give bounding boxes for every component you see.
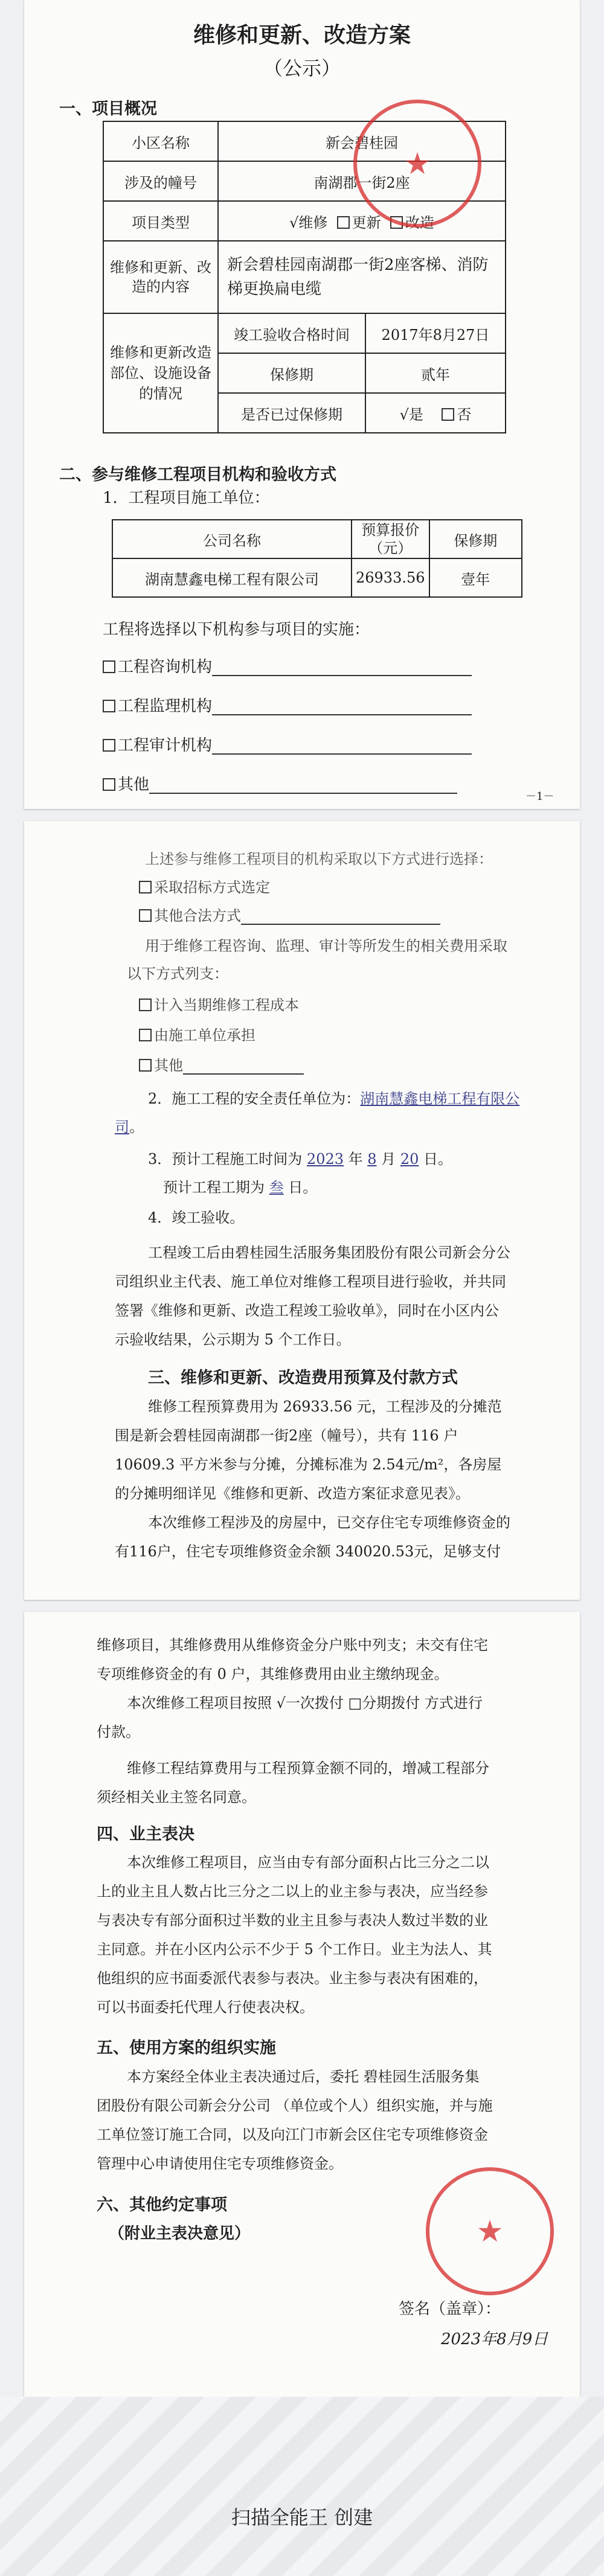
document-page-2 xyxy=(24,821,580,1600)
payment-line-5: 维修工程结算费用与工程预算金额不同的，增减工程部分 xyxy=(127,1760,489,1777)
safety-end: 。 xyxy=(129,1119,144,1136)
section-1-heading: 一、项目概况 xyxy=(59,100,157,118)
warranty-label: 保修期 xyxy=(218,353,365,393)
star-icon: ★ xyxy=(403,146,431,181)
agency-supervise xyxy=(103,697,472,715)
safety-prefix: 2．施工工程的安全责任单位为： xyxy=(148,1090,361,1107)
construction-unit-heading: 1．工程项目施工单位： xyxy=(103,489,270,507)
contractor-header-warranty: 保修期 xyxy=(429,520,522,558)
fees-line-2: 以下方式列支： xyxy=(127,965,228,982)
section-2-heading: 二、参与维修工程项目机构和验收方式 xyxy=(59,465,336,484)
content-value: 新会碧桂园南湖郡一街2座客梯、消防梯更换扁电缆 xyxy=(218,241,506,313)
star-icon: ★ xyxy=(476,2214,504,2249)
agency-audit xyxy=(103,737,472,755)
start-day: 20 xyxy=(400,1151,419,1168)
implementation-line-1: 本方案经全体业主表决通过后，委托 碧桂园生活服务集 xyxy=(127,2068,480,2085)
option-include-cost-label: 计入当期维修工程成本 xyxy=(154,997,299,1014)
contractor-budget: 26933.56 xyxy=(352,558,429,597)
content-label: 维修和更新、改造的内容 xyxy=(103,241,218,313)
company-seal-2 xyxy=(426,2167,554,2295)
type-renovate: 改造 xyxy=(405,214,434,231)
start-year: 2023 xyxy=(306,1151,344,1168)
budget-line-5: 本次维修工程涉及的房屋中，已交存住宅专项维修资金的 xyxy=(148,1514,510,1531)
budget-line-4: 的分摊明细详见《维修和更新、改造方案征求意见表》。 xyxy=(115,1485,470,1502)
payment-line-1: 维修项目，其维修费用从维修资金分户账中列支；未交有住宅 xyxy=(97,1637,488,1654)
option-contractor-bear xyxy=(139,1026,255,1044)
page-number: －1－ xyxy=(525,790,554,803)
doc-subtitle: （公示） xyxy=(263,57,341,80)
parts-label: 维修和更新改造部位、设施设备的情况 xyxy=(103,313,218,433)
contractor-header-name: 公司名称 xyxy=(112,520,352,558)
contractor-warranty: 壹年 xyxy=(429,558,522,597)
vote-line-4: 主同意。并在小区内公示不少于 5 个工作日。业主为法人、其 xyxy=(97,1941,492,1958)
payment-line-3: 本次维修工程项目按照 √一次拨付 □分期拨付 方式进行 xyxy=(127,1695,483,1711)
option-tender-label: 采取招标方式选定 xyxy=(154,879,270,896)
agency-consult-label: 工程咨询机构 xyxy=(118,658,213,676)
option-contractor-bear-label: 由施工单位承担 xyxy=(154,1027,255,1044)
vote-line-6: 可以书面委托代理人行使表决权。 xyxy=(97,1999,314,2016)
option-fees-other-label: 其他 xyxy=(154,1057,183,1074)
selection-method-line: 上述参与维修工程项目的机构采取以下方式进行选择： xyxy=(145,851,493,868)
signature-label: 签名（盖章）： xyxy=(399,2300,501,2318)
budget-line-1: 维修工程预算费用为 26933.56 元，工程涉及的分摊范 xyxy=(148,1398,502,1415)
option-tender xyxy=(139,878,270,896)
section-4-heading: 四、业主表决 xyxy=(97,1825,194,1844)
accept-time-value: 2017年8月27日 xyxy=(365,313,506,353)
checkbox-update xyxy=(337,216,350,229)
start-time: 3．预计工程施工时间为 2023 年 8 月 20 日。 xyxy=(148,1151,452,1168)
footer-text: 扫描全能王 创建 xyxy=(231,2506,373,2529)
expired-label: 是否已过保修期 xyxy=(218,393,365,433)
start-month: 8 xyxy=(367,1151,377,1168)
expired-options: √是 否 xyxy=(365,393,506,433)
type-update: 更新 xyxy=(352,214,381,231)
acceptance-line-4: 示验收结果，公示期为 5 个工作日。 xyxy=(115,1331,351,1348)
agency-consult xyxy=(103,658,472,676)
warranty-value: 贰年 xyxy=(365,353,506,393)
safety-value-2: 司 xyxy=(115,1119,129,1136)
type-options: √维修 更新 改造 xyxy=(218,201,506,241)
acceptance-line-2: 司组织业主代表、施工单位对维修工程项目进行验收，并共同 xyxy=(115,1273,506,1290)
agency-audit-label: 工程审计机构 xyxy=(118,737,213,755)
section-6-heading: 六、其他约定事项 xyxy=(97,2196,227,2214)
building-label: 涉及的幢号 xyxy=(103,161,218,201)
contractor-header-budget: 预算报价（元） xyxy=(352,520,429,558)
type-repair: 维修 xyxy=(298,214,328,231)
acceptance-line-3: 签署《维修和更新、改造工程竣工验收单》，同时在小区内公 xyxy=(115,1302,499,1319)
choose-agencies-text: 工程将选择以下机构参与项目的实施： xyxy=(103,621,370,639)
agency-other xyxy=(103,776,457,794)
section-3-heading: 三、维修和更新、改造费用预算及付款方式 xyxy=(148,1369,458,1387)
budget-line-6: 有116户，住宅专项维修资金余额 340020.53元，足够支付 xyxy=(115,1543,501,1560)
safety-unit-cont xyxy=(115,1118,144,1136)
implementation-line-4: 管理中心申请使用住宅专项维修资金。 xyxy=(97,2155,343,2172)
expired-yes: 是 xyxy=(408,406,423,423)
period-prefix: 预计工程工期为 xyxy=(163,1179,265,1196)
vote-line-1: 本次维修工程项目，应当由专有部分面积占比三分之二以 xyxy=(127,1854,489,1871)
expired-no: 否 xyxy=(457,406,472,423)
period-value: 叁 xyxy=(269,1179,284,1196)
acceptance-line-1: 工程竣工后由碧桂园生活服务集团股份有限公司新会分公 xyxy=(148,1244,510,1261)
accept-time-label: 竣工验收合格时间 xyxy=(218,313,365,353)
work-period xyxy=(163,1178,317,1197)
vote-line-2: 上的业主且人数占比三分之二以上的业主参与表决，应当经参 xyxy=(97,1883,488,1900)
implementation-line-2: 团股份有限公司新会分公司 （单位或个人）组织实施，并与施 xyxy=(97,2097,493,2114)
payment-line-6: 须经相关业主签名同意。 xyxy=(97,1789,256,1806)
contractor-table xyxy=(112,519,522,598)
scanner-footer xyxy=(0,2397,604,2576)
safety-unit xyxy=(148,1090,519,1108)
payment-line-4: 付款。 xyxy=(97,1724,140,1740)
budget-line-2: 围是新会碧桂园南湖郡一街2座（幢号），共有 116 户 xyxy=(115,1427,458,1444)
document-page-3 xyxy=(24,1612,580,2397)
option-other-legal xyxy=(139,907,440,925)
contractor-name: 湖南慧鑫电梯工程有限公司 xyxy=(112,558,352,597)
acceptance-heading: 4．竣工验收。 xyxy=(148,1209,245,1226)
option-other-legal-label: 其他合法方式 xyxy=(154,907,241,924)
period-suffix: 日。 xyxy=(288,1179,318,1196)
implementation-line-3: 工单位签订施工合同，以及向江门市新会区住宅专项维修资金 xyxy=(97,2126,488,2143)
type-label: 项目类型 xyxy=(103,201,218,241)
option-include-cost xyxy=(139,996,299,1014)
attachment-note: （附业主表决意见） xyxy=(109,2225,251,2243)
fees-line-1: 用于维修工程咨询、监理、审计等所发生的相关费用采取 xyxy=(145,938,507,954)
doc-title: 维修和更新、改造方案 xyxy=(193,22,411,48)
community-value: 新会碧桂园 xyxy=(218,121,506,161)
building-value: 南湖郡一街2座 xyxy=(218,161,506,201)
agency-other-label: 其他 xyxy=(118,776,150,794)
start-prefix: 3．预计工程施工时间为 xyxy=(148,1151,303,1168)
community-label: 小区名称 xyxy=(103,121,218,161)
signature-date: 2023年8月9日 xyxy=(441,2330,548,2348)
agency-supervise-label: 工程监理机构 xyxy=(118,697,213,715)
checkbox-no xyxy=(442,408,454,421)
company-seal xyxy=(353,100,481,228)
document-page-1 xyxy=(24,0,580,809)
section-5-heading: 五、使用方案的组织实施 xyxy=(97,2039,276,2057)
safety-value: 湖南慧鑫电梯工程有限公 xyxy=(360,1090,520,1107)
vote-line-5: 他组织的应书面委派代表参与表决。业主参与表决有困难的， xyxy=(97,1970,488,1987)
payment-line-2: 专项维修资金的有 0 户，其维修费用由业主缴纳现金。 xyxy=(97,1666,449,1683)
vote-line-3: 与表决专有部分面积过半数的业主且参与表决人数过半数的业 xyxy=(97,1912,488,1929)
budget-line-3: 10609.3 平方米参与分摊，分摊标准为 2.54元/m²，各房屋 xyxy=(115,1456,502,1473)
option-fees-other xyxy=(139,1056,304,1075)
